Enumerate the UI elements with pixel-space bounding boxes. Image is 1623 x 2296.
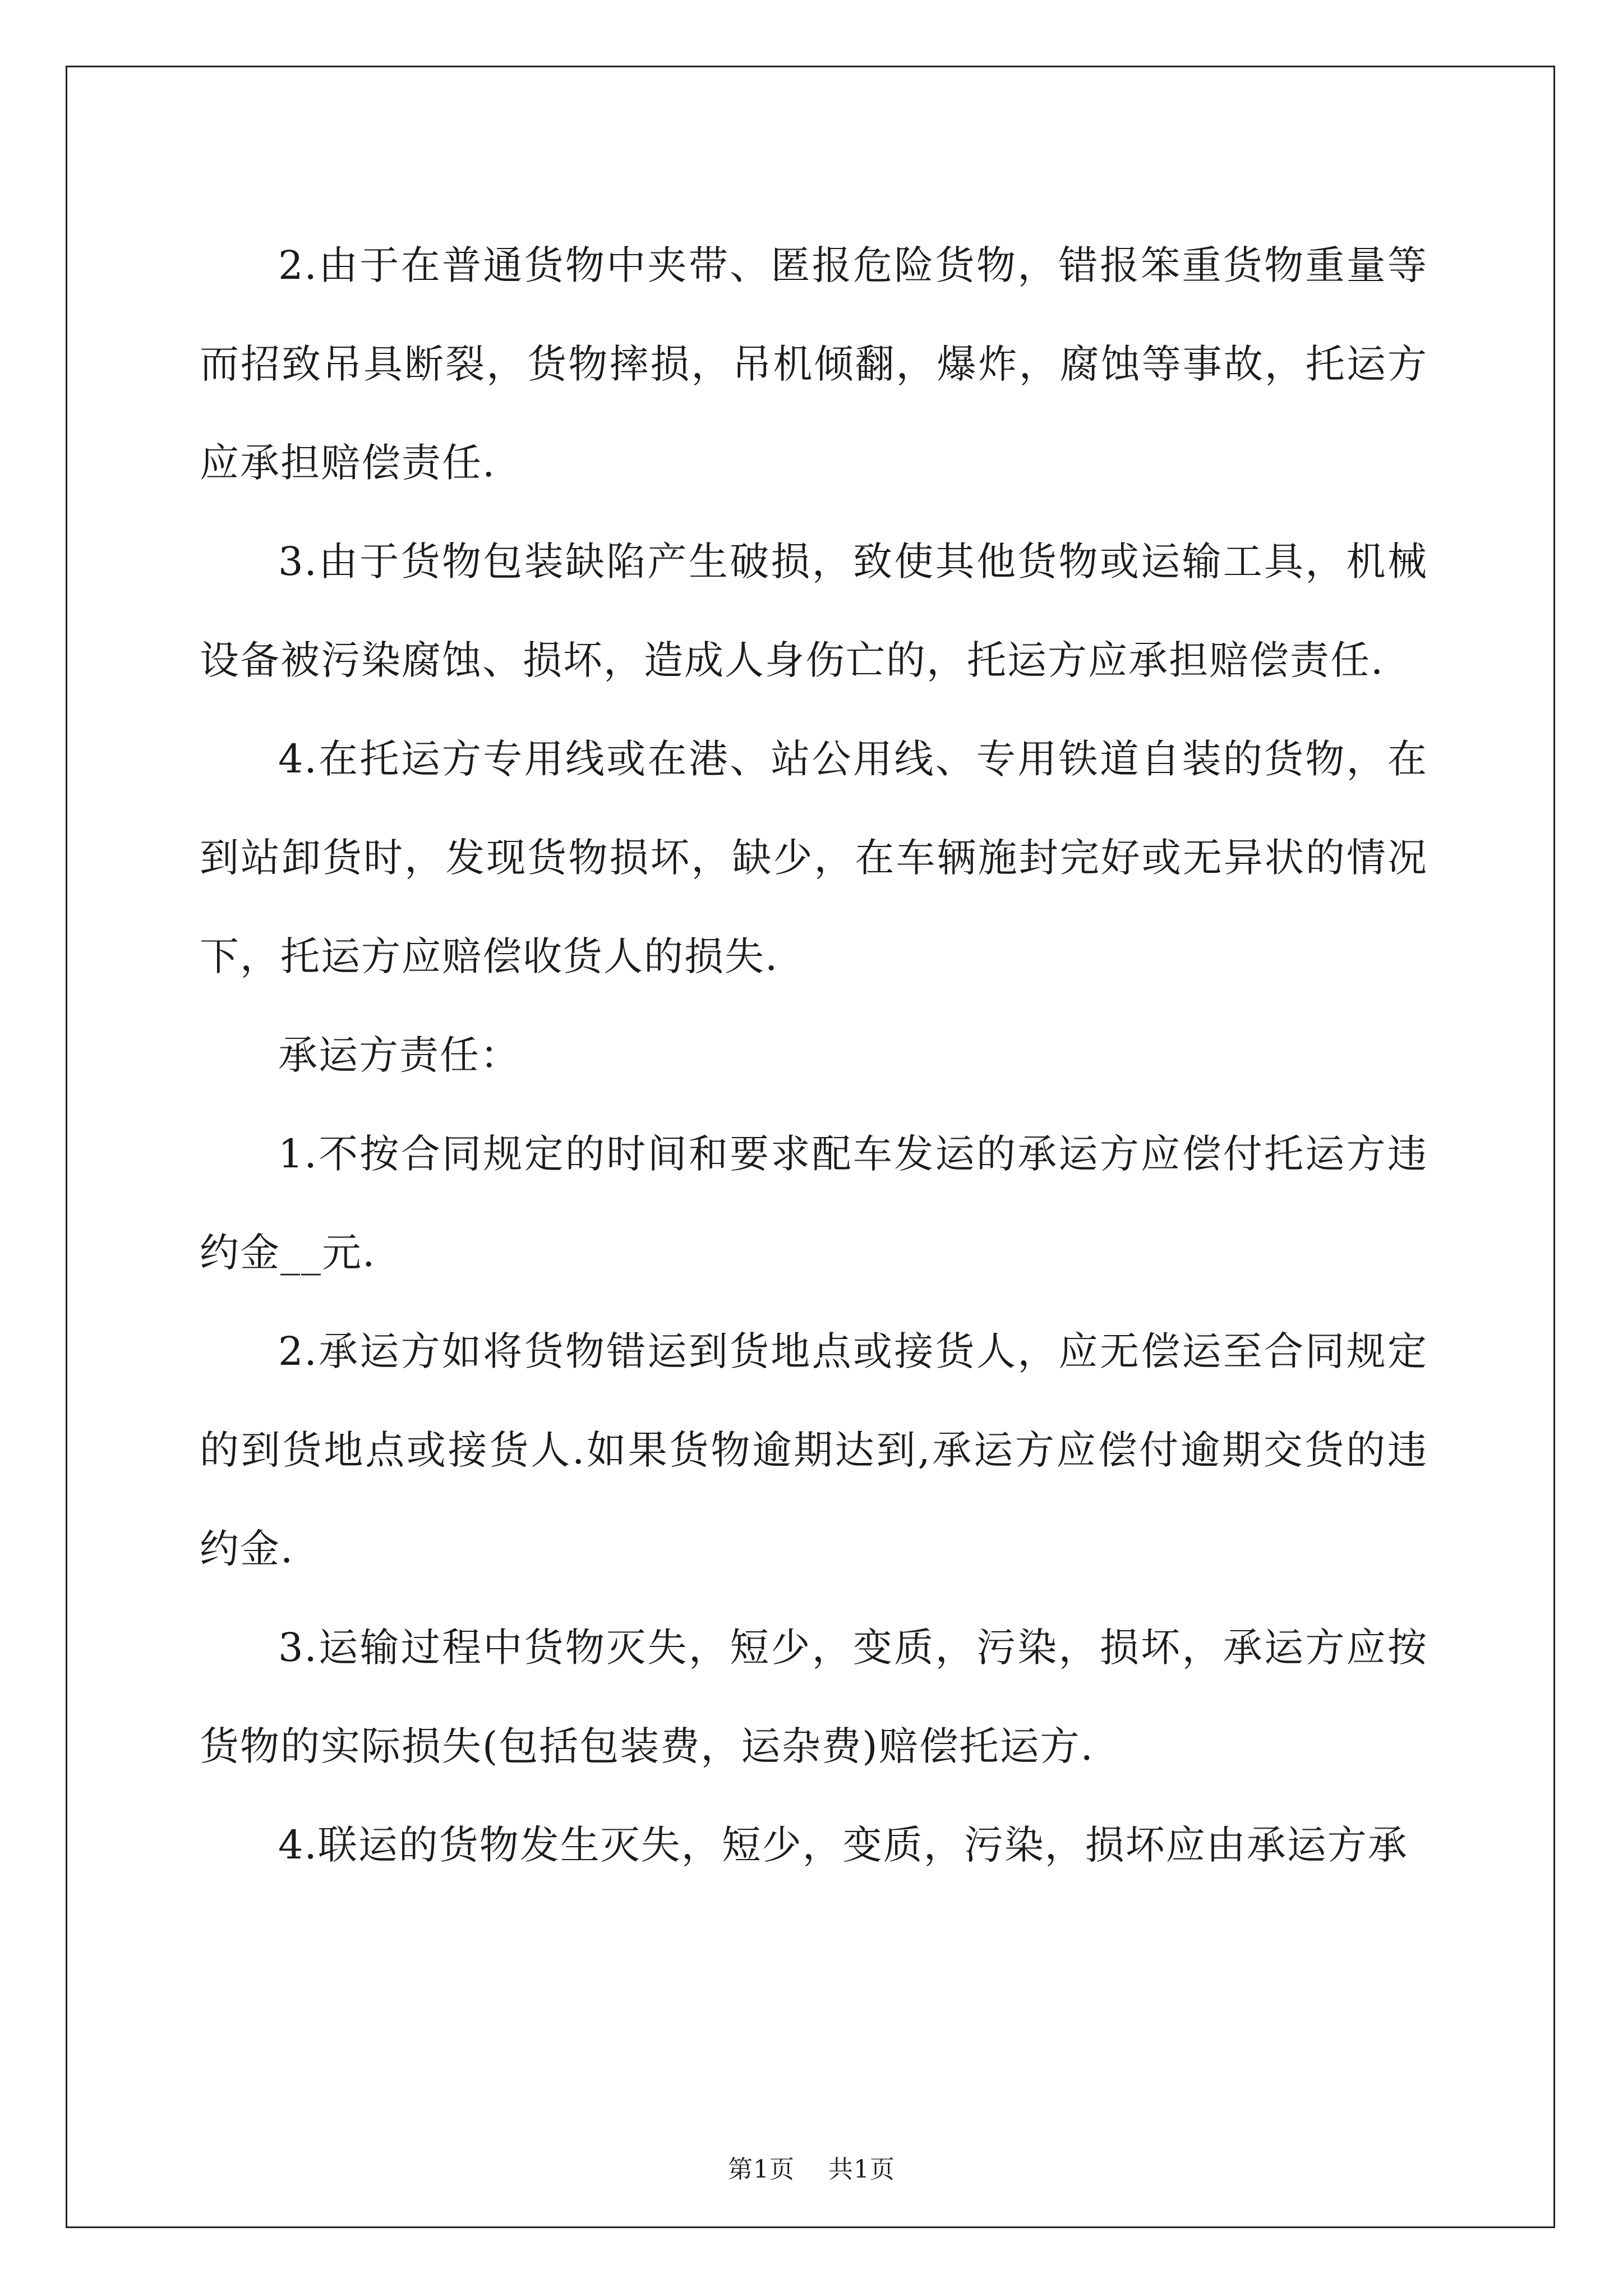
page-total: 共1页 [828, 2155, 895, 2184]
paragraph-carrier-liability-3: 3.运输过程中货物灭失，短少，变质，污染，损坏，承运方应按货物的实际损失(包括包装费，运杂费)赔偿托运方. [200, 1625, 1428, 1769]
paragraph-carrier-liability-2: 2.承运方如将货物错运到货地点或接货人，应无偿运至合同规定的到货地点或接货人.如果货物逾期达到,承运方应偿付逾期交货的违约金. [200, 1328, 1428, 1572]
paragraph-shipper-liability-2: 2.由于在普通货物中夹带、匿报危险货物，错报笨重货物重量等而招致吊具断裂，货物摔损，吊机倾翻，爆炸，腐蚀等事故，托运方应承担赔偿责任. [200, 242, 1428, 486]
page-number: 第1页 [728, 2155, 795, 2184]
section-heading-carrier-liability: 承运方责任： [278, 1032, 520, 1078]
paragraph-carrier-liability-1: 1.不按合同规定的时间和要求配车发运的承运方应偿付托运方违约金__元. [200, 1131, 1428, 1276]
paragraph-carrier-liability-4: 4.联运的货物发生灭失，短少，变质，污染，损坏应由承运方承 [278, 1822, 1408, 1868]
document-body [200, 216, 1428, 1894]
page-footer [0, 2153, 1623, 2187]
paragraph-shipper-liability-4: 4.在托运方专用线或在港、站公用线、专用铁道自装的货物，在到站卸货时，发现货物损坏，缺少，在车辆施封完好或无异状的情况下，托运方应赔偿收货人的损失. [200, 736, 1428, 979]
paragraph-shipper-liability-3: 3.由于货物包装缺陷产生破损，致使其他货物或运输工具，机械设备被污染腐蚀、损坏，造成人身伤亡的，托运方应承担赔偿责任. [200, 539, 1428, 683]
